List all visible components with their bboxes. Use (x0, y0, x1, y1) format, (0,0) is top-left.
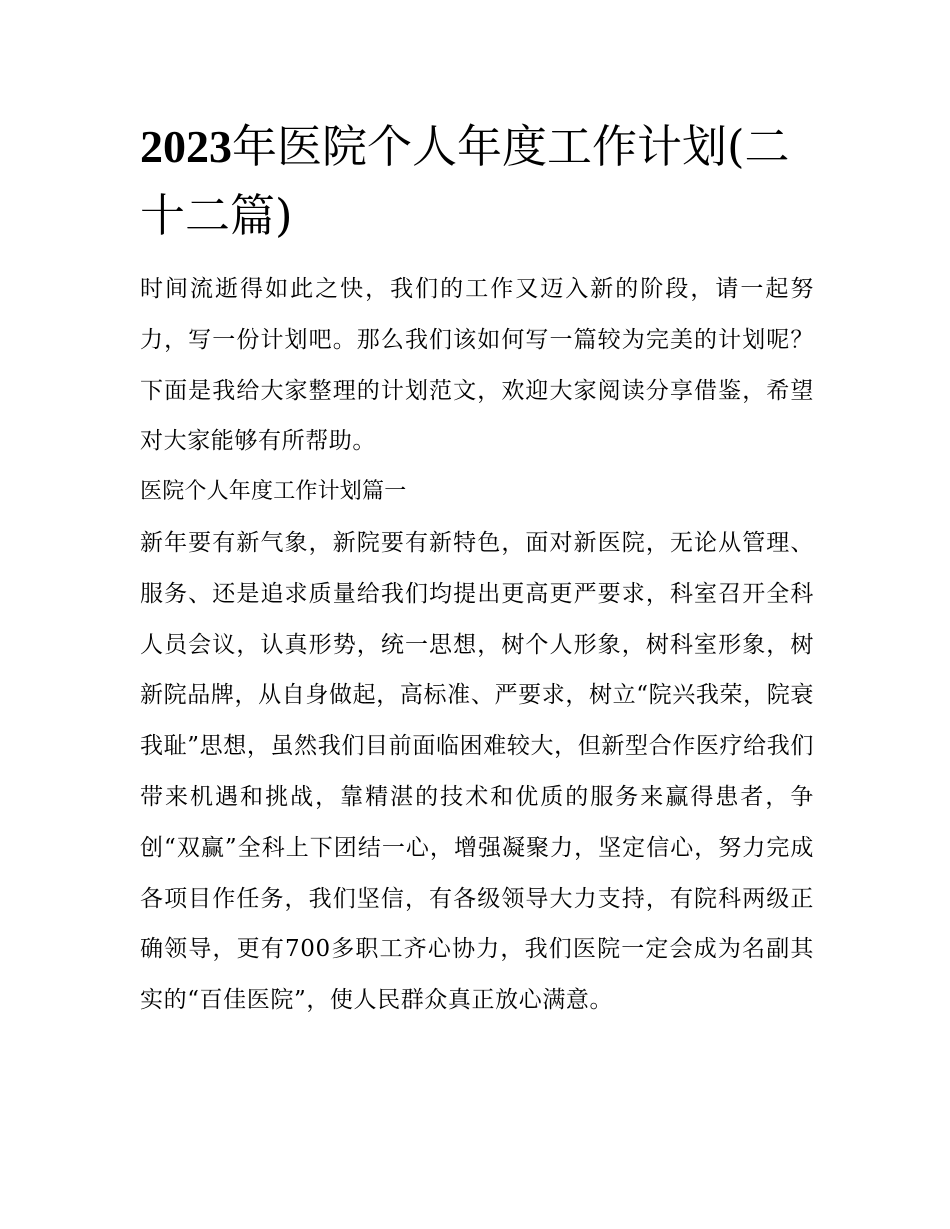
section-body-paragraph: 新年要有新气象，新院要有新特色，面对新医院，无论从管理、服务、还是追求质量给我们均提出更高更严要求，科室召开全科人员会议，认真形势，统一思想，树个人形象，树科室形象，树新院品牌，从自身做起，高标准、严要求，树立“院兴我荣，院衰我耻”思想，虽然我们目前面临困难较大，但新型合作医疗给我们带来机遇和挑战，靠精湛的技术和优质的服务来赢得患者，争创“双赢”全科上下团结一心，增强凝聚力，坚定信心，努力完成各项目作任务，我们坚信，有各级领导大力支持，有院科两级正确领导，更有700多职工齐心协力，我们医院一定会成为名副其实的“百佳医院”，使人民群众真正放心满意。 (140, 529, 814, 1014)
document-title (140, 112, 814, 250)
document-page (140, 112, 814, 1026)
intro-paragraph: 时间流逝得如此之快，我们的工作又迈入新的阶段，请一起努力，写一份计划吧。那么我们该如何写一篇较为完美的计划呢？下面是我给大家整理的计划范文，欢迎大家阅读分享借鉴，希望对大家能够有所帮助。 (140, 276, 814, 455)
title-year: 2023 (140, 121, 232, 172)
title-text: 年医院个人年度工作计划(二十二篇) (140, 120, 790, 242)
section-heading: 医院个人年度工作计划篇一 (140, 479, 407, 505)
